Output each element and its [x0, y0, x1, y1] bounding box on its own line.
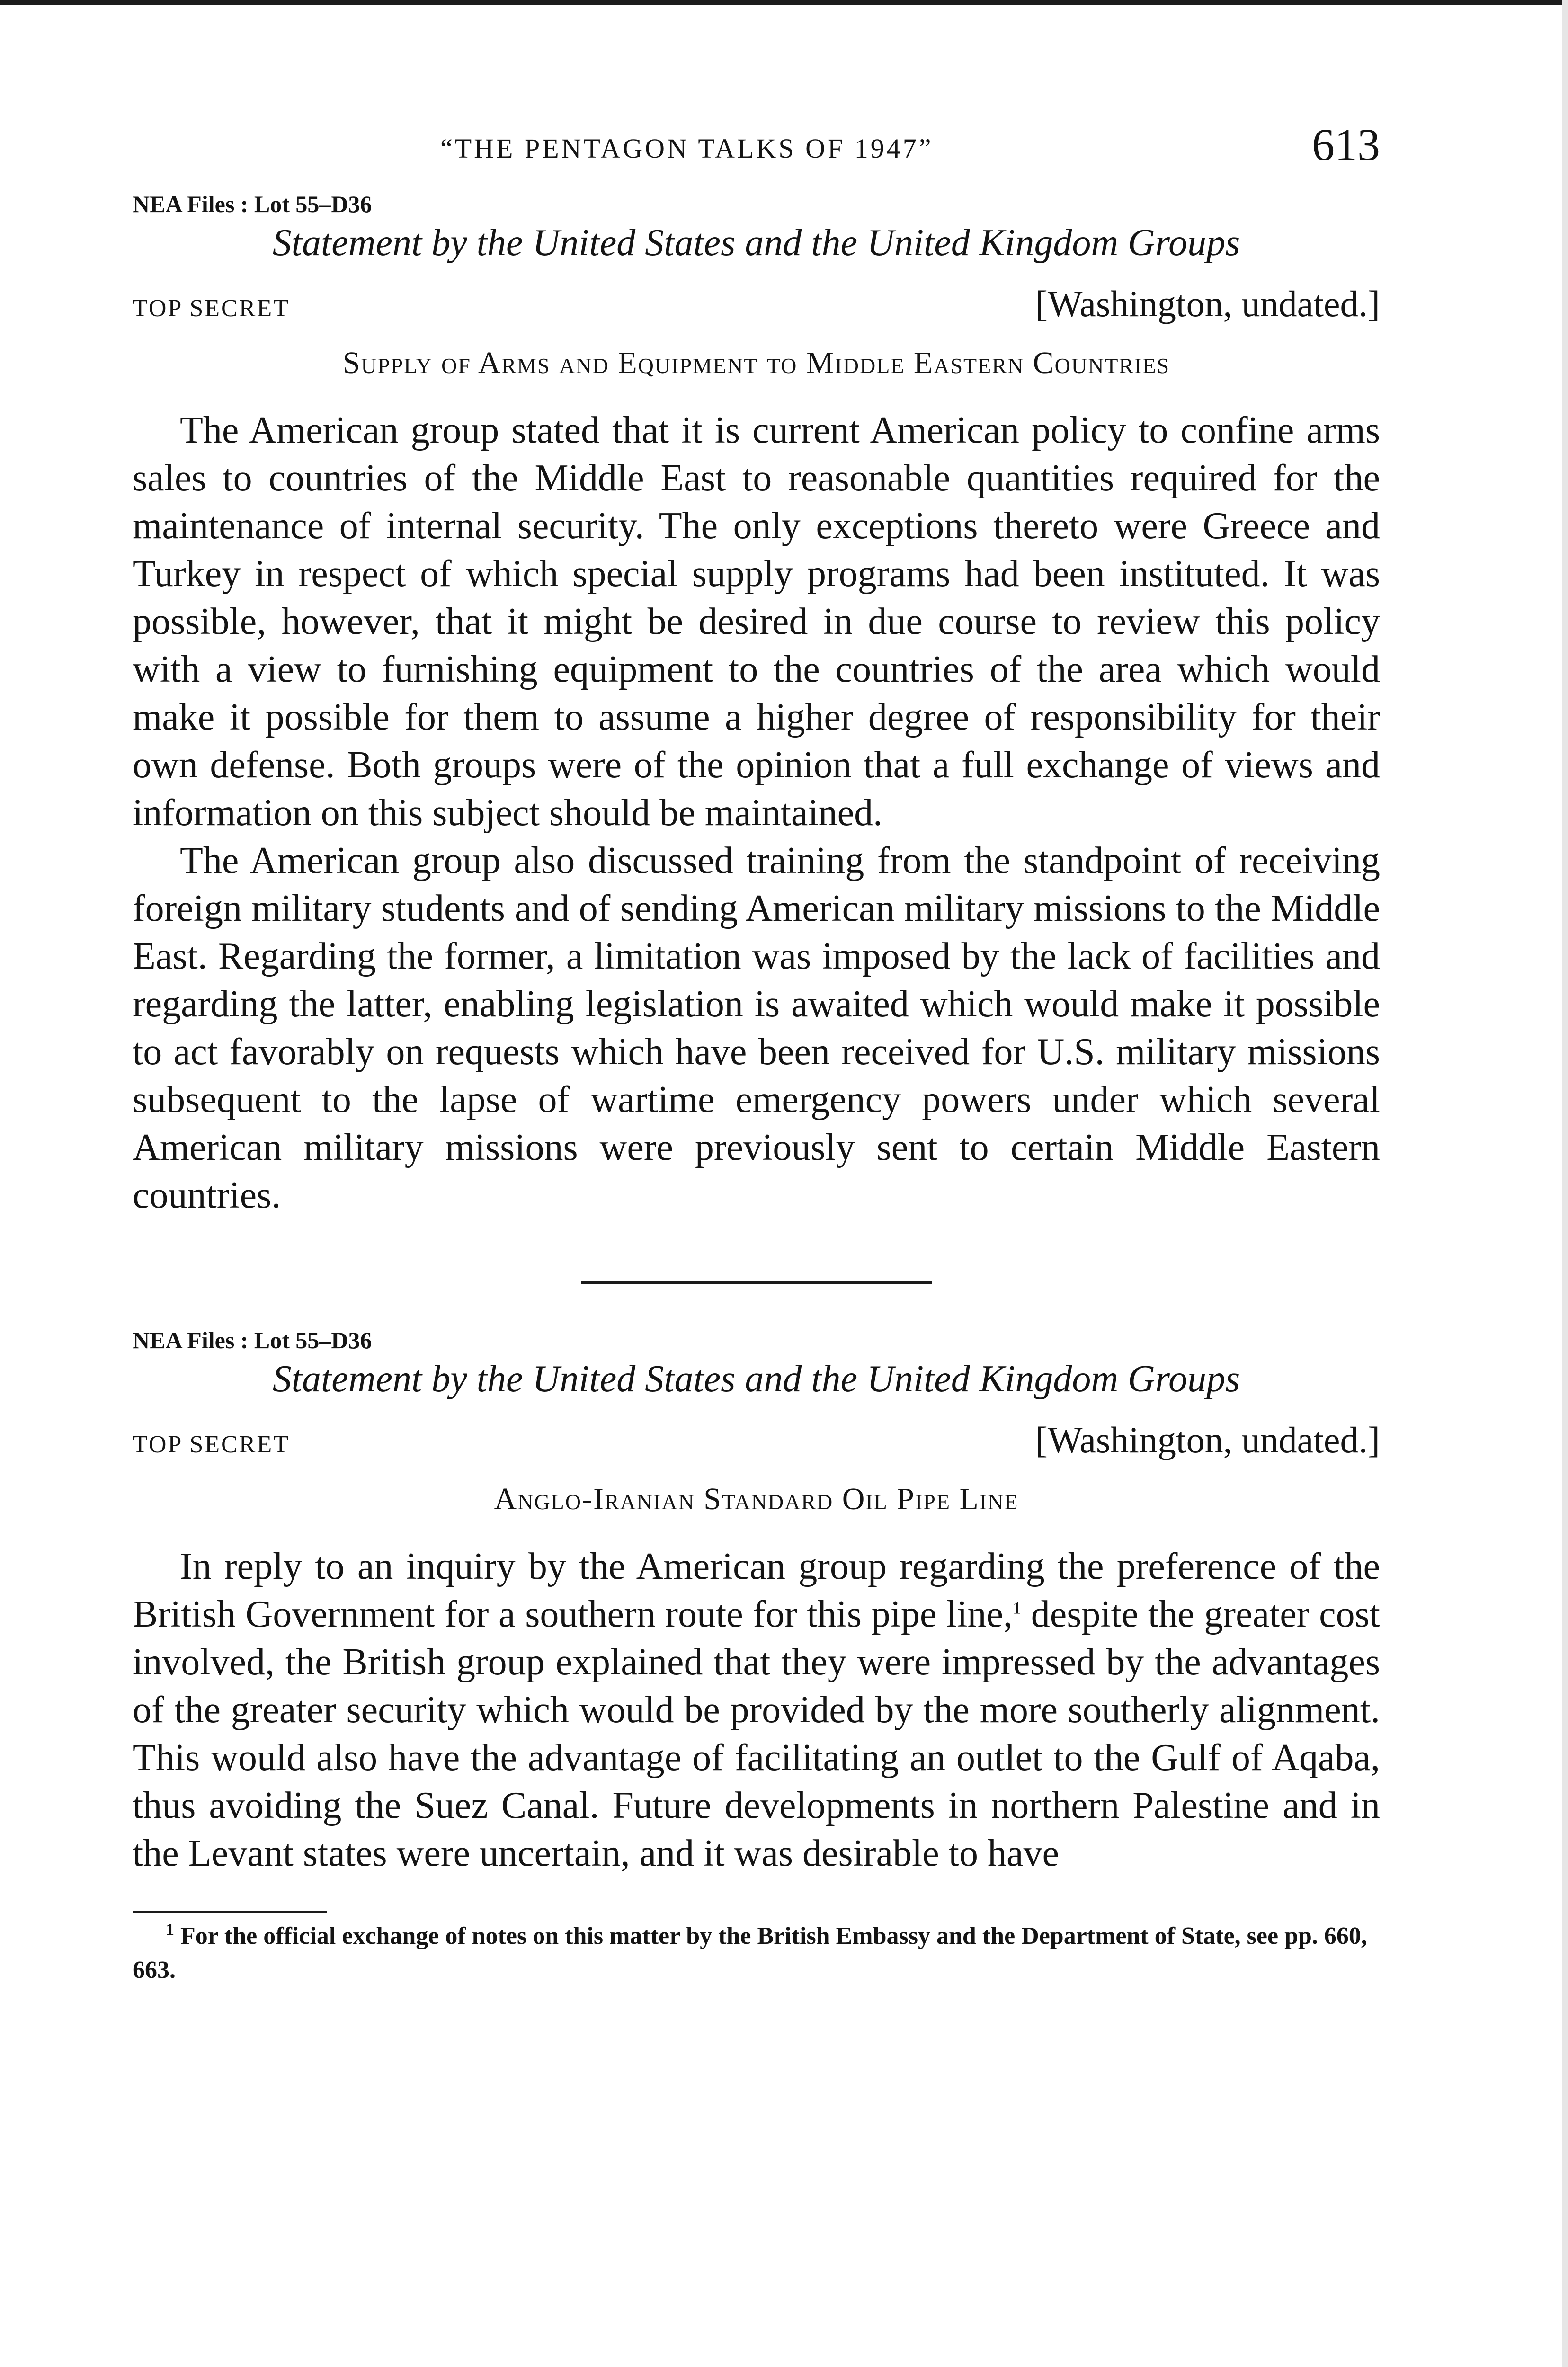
- document-section-pipe-line: [133, 1326, 1380, 1878]
- section-divider: [581, 1281, 932, 1284]
- footnote-text: For the official exchange of notes on this matter by the British Embassy and the Department of State, see pp. 660, 663.: [133, 1922, 1367, 1984]
- paragraph-text: In reply to an inquiry by the American group regarding the preference of the British Government for a southern route for this pipe line,: [133, 1546, 1380, 1635]
- page-number: 613: [1312, 119, 1380, 170]
- running-title: “THE PENTAGON TALKS OF 1947”: [440, 133, 934, 164]
- footnote: [133, 1919, 1380, 1987]
- classification-row: [133, 1419, 1380, 1461]
- classification-label: TOP SECRET: [133, 1431, 290, 1458]
- footnote-marker: 1: [166, 1920, 174, 1939]
- body-paragraph: The American group also discussed training from the standpoint of receiving foreign military students and of sending American military missions to the Middle East. Regarding the former, a limitation was imposed by the lack of facilities and regarding the latter, enabling legislation is awaited which would make it possible to act favorably on requests which have been received for U.S. military missions subsequent to the lapse of wartime emergency powers under which several American military missions were previously sent to certain Middle Eastern countries.: [133, 840, 1380, 1216]
- subject-heading: Supply of Arms and Equipment to Middle Eastern Countries: [342, 346, 1170, 380]
- paragraph-text: despite the greater cost involved, the British group explained that they were impressed by the advantages of the greater security which would be provided by the more southerly alignment. This would also have the advantage of facilitating an outlet to the Gulf of Aqaba, thus avoiding the Suez Canal. Future developments in northern Palestine and in the Levant states were uncertain, and it was desirable to have: [133, 1593, 1380, 1874]
- subject-heading: Anglo-Iranian Standard Oil Pipe Line: [494, 1482, 1019, 1516]
- footnote-reference: 1: [1013, 1598, 1022, 1618]
- document-page: [133, 114, 1380, 1987]
- page-top-edge: [0, 0, 1568, 5]
- classification-label: TOP SECRET: [133, 295, 290, 322]
- document-section-arms-supply: [133, 190, 1380, 1219]
- statement-title: Statement by the United States and the United Kingdom Groups: [272, 1358, 1240, 1400]
- dateline: [Washington, undated.]: [1035, 1419, 1380, 1460]
- running-head: [133, 114, 1380, 180]
- footnote-rule: [133, 1911, 327, 1913]
- body-paragraph: [133, 1543, 1380, 1878]
- file-reference: NEA Files : Lot 55–D36: [133, 1327, 372, 1353]
- file-reference: NEA Files : Lot 55–D36: [133, 191, 372, 217]
- classification-row: [133, 283, 1380, 325]
- statement-title: Statement by the United States and the United Kingdom Groups: [272, 222, 1240, 264]
- page-right-edge: [1562, 0, 1568, 2367]
- body-paragraph: The American group stated that it is current American policy to confine arms sales to countries of the Middle East to reasonable quantities required for the maintenance of internal security. The only exceptions thereto were Greece and Turkey in respect of which special supply programs had been instituted. It was possible, however, that it might be desired in due course to review this policy with a view to furnishing equipment to the countries of the area which would make it possible for them to assume a higher degree of responsibility for their own defense. Both groups were of the opinion that a full exchange of views and information on this subject should be maintained.: [133, 409, 1380, 834]
- dateline: [Washington, undated.]: [1035, 283, 1380, 324]
